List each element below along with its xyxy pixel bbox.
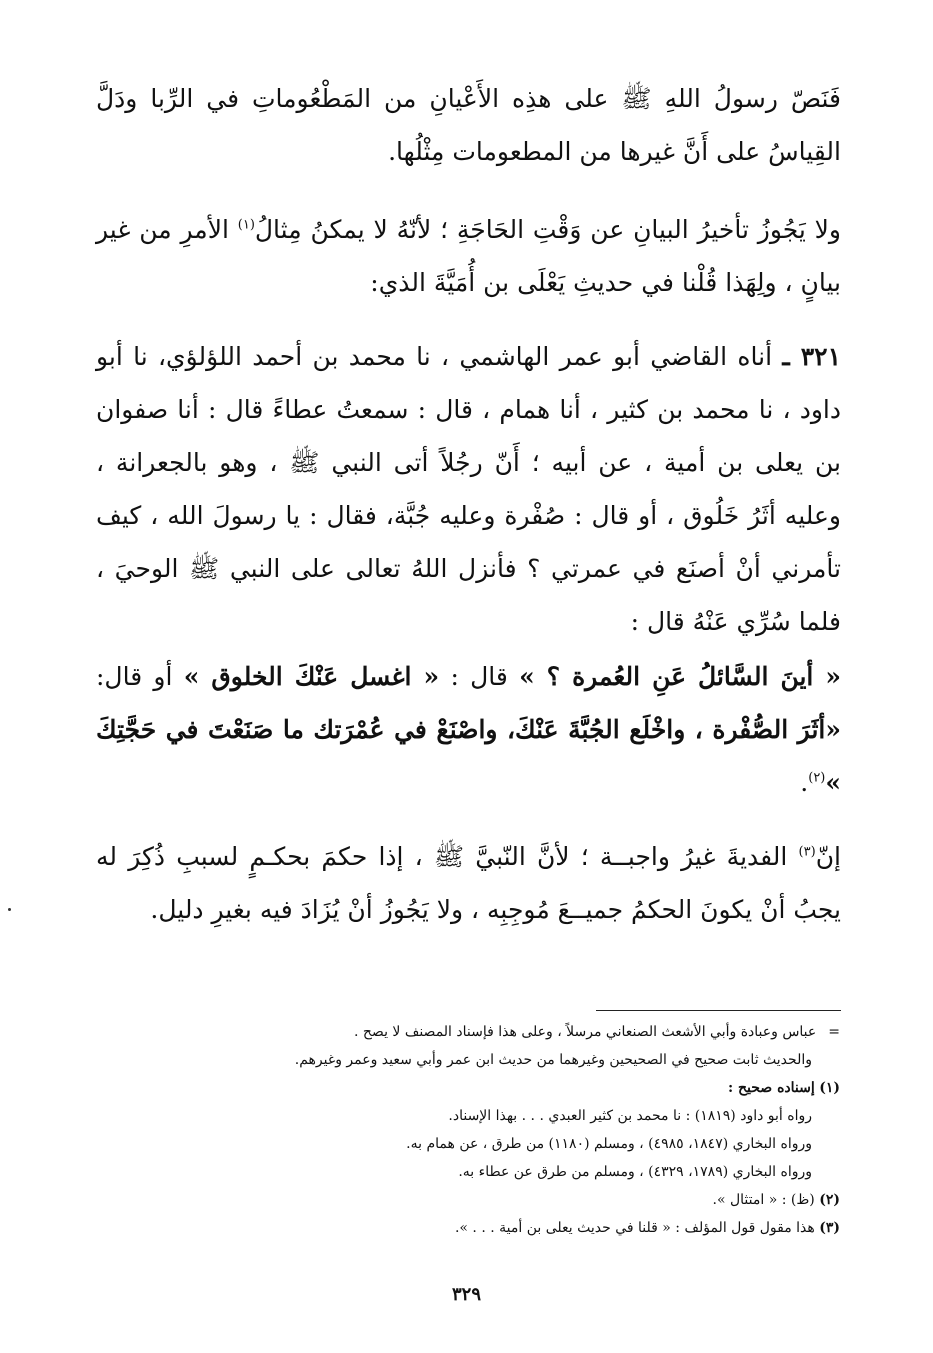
quote-wash-khaluq: « اغسل عَنْكَ الخلوق » bbox=[183, 662, 440, 691]
footnote-continuation-marker: = bbox=[828, 1024, 840, 1040]
footnote-1-line-1: رواه أبو داود (١٨١٩) : نا محمد بن كثير العبدي . . . بهذا الإسناد. bbox=[448, 1108, 812, 1124]
paragraph-4-end: . bbox=[800, 768, 809, 797]
hadith-number: ٣٢١ ـ bbox=[782, 342, 842, 371]
footnote-1-head: إسناده صحيح : bbox=[727, 1080, 815, 1096]
footnote-ref-2[interactable]: (٢) bbox=[808, 770, 826, 786]
footnote-1-label: (١) bbox=[819, 1080, 840, 1096]
paragraph-fidya-ruling bbox=[96, 830, 841, 936]
footnote-separator bbox=[596, 1010, 841, 1011]
footnote-ref-3[interactable]: (٣) bbox=[798, 844, 816, 860]
paragraph-5-start: إنّ bbox=[815, 842, 841, 871]
page-number: ٣٢٩ bbox=[451, 1284, 481, 1305]
footnote-1-heading bbox=[150, 1074, 840, 1102]
footnote-2 bbox=[150, 1186, 840, 1214]
footnotes-section bbox=[150, 1018, 840, 1242]
footnote-1-line-3: ورواه البخاري (١٧٨٩، ٤٣٢٩) ، ومسلم من طرق عن عطاء به. bbox=[458, 1164, 812, 1180]
hadith-321-prophetic-saying bbox=[96, 650, 841, 809]
quote-where-is-asker: « أينَ السَّائلُ عَنِ العُمرة ؟ » bbox=[519, 662, 842, 691]
said-label: قال : bbox=[450, 662, 508, 691]
hadith-321-text: أناه القاضي أبو عمر الهاشمي ، نا محمد بن أحمد اللؤلؤي، نا أبو داود ، نا محمد بن كثير ، أنا همام ، قال : سمعتُ عطاءً قال : أنا صفوان بن يعلى بن أمية ، عن أبيه ؛ أَنّ رجُلاً أتى النبي ﷺ ، وهو بالجعرانة ، وعليه أثَرُ خَلُوق ، أو قال : صُفْرة وعليه جُبَّة، فقال : يا رسولَ الله ، كيف تأمرني أنْ أصنَع في عمرتي ؟ فأنزل اللهُ تعالى على النبي ﷺ الوحيَ ، فلما سُرِّي عَنْهُ قال : bbox=[96, 342, 841, 636]
footnote-3-text: هذا مقول قول المؤلف : « قلنا في حديث يعلى بن أمية . . . ». bbox=[454, 1220, 815, 1236]
footnote-ref-1[interactable]: (١) bbox=[237, 217, 255, 233]
footnote-continuation-line-1 bbox=[150, 1018, 840, 1046]
or-said-label: أو قال: bbox=[96, 662, 173, 691]
hadith-321-chain bbox=[96, 330, 841, 648]
paragraph-delay-of-explanation bbox=[96, 203, 841, 309]
paragraph-5-text: الفديةَ غيرُ واجبــة ؛ لأنَّ النّبيَّ ﷺ ، إذا حكمَ بحكـمٍ لسببِ ذُكِرَ له يجبُ أنْ يكونَ الحكمُ جميــعَ مُوجِبِه ، ولا يَجُوزُ أنْ يُزَادَ فيه بغيرِ دليل. bbox=[96, 842, 841, 924]
footnote-3 bbox=[150, 1214, 840, 1242]
footnote-continuation-text-1: عباس وعبادة وأبي الأشعث الصنعاني مرسلاً ، وعلى هذا فإسناد المصنف لا يصح . bbox=[353, 1024, 817, 1040]
paragraph-2-text-b: الأمرِ من غير بيانٍ ، ولِهَذا قُلْنا في حديثِ يَعْلَى بن أُمَيَّةَ الذي: bbox=[96, 215, 841, 297]
footnote-1-line-2: ورواه البخاري (١٨٤٧، ٤٩٨٥) ، ومسلم (١١٨٠) من طرق ، عن همام به. bbox=[406, 1136, 812, 1152]
footnote-continuation-line-2: والحديث ثابت صحيح في الصحيحين وغيرهما من حديث ابن عمر وأبي سعيد وعمر وغيرهم. bbox=[294, 1052, 812, 1068]
scan-speck bbox=[8, 908, 11, 911]
paragraph-2-text-a: ولا يَجُوزُ تأخيرُ البيانِ عن وَقْتِ الحَاجَةِ ؛ لأنّهُ لا يمكنُ مِثالُ bbox=[254, 215, 841, 244]
footnote-2-text: (ظ) : « امتثال ». bbox=[712, 1192, 815, 1208]
quote-remove-garment: «أثَرَ الصُّفْرة ، واخْلَع الجُبَّةَ عَنْكَ، واصْنَعْ في عُمْرَتك ما صَنَعْتَ في حَجَّتِكَ » bbox=[96, 715, 841, 797]
footnote-2-label: (٢) bbox=[819, 1192, 840, 1208]
paragraph-ribawi-foods: فَنَصّ رسولُ اللهِ ﷺ على هذِه الأَعْيانِ من المَطْعُوماتِ في الرِّبا ودَلَّ القِياسُ على أَنَّ غيرها من المطعومات مِثْلُها. bbox=[96, 84, 841, 166]
footnote-3-label: (٣) bbox=[819, 1220, 840, 1236]
